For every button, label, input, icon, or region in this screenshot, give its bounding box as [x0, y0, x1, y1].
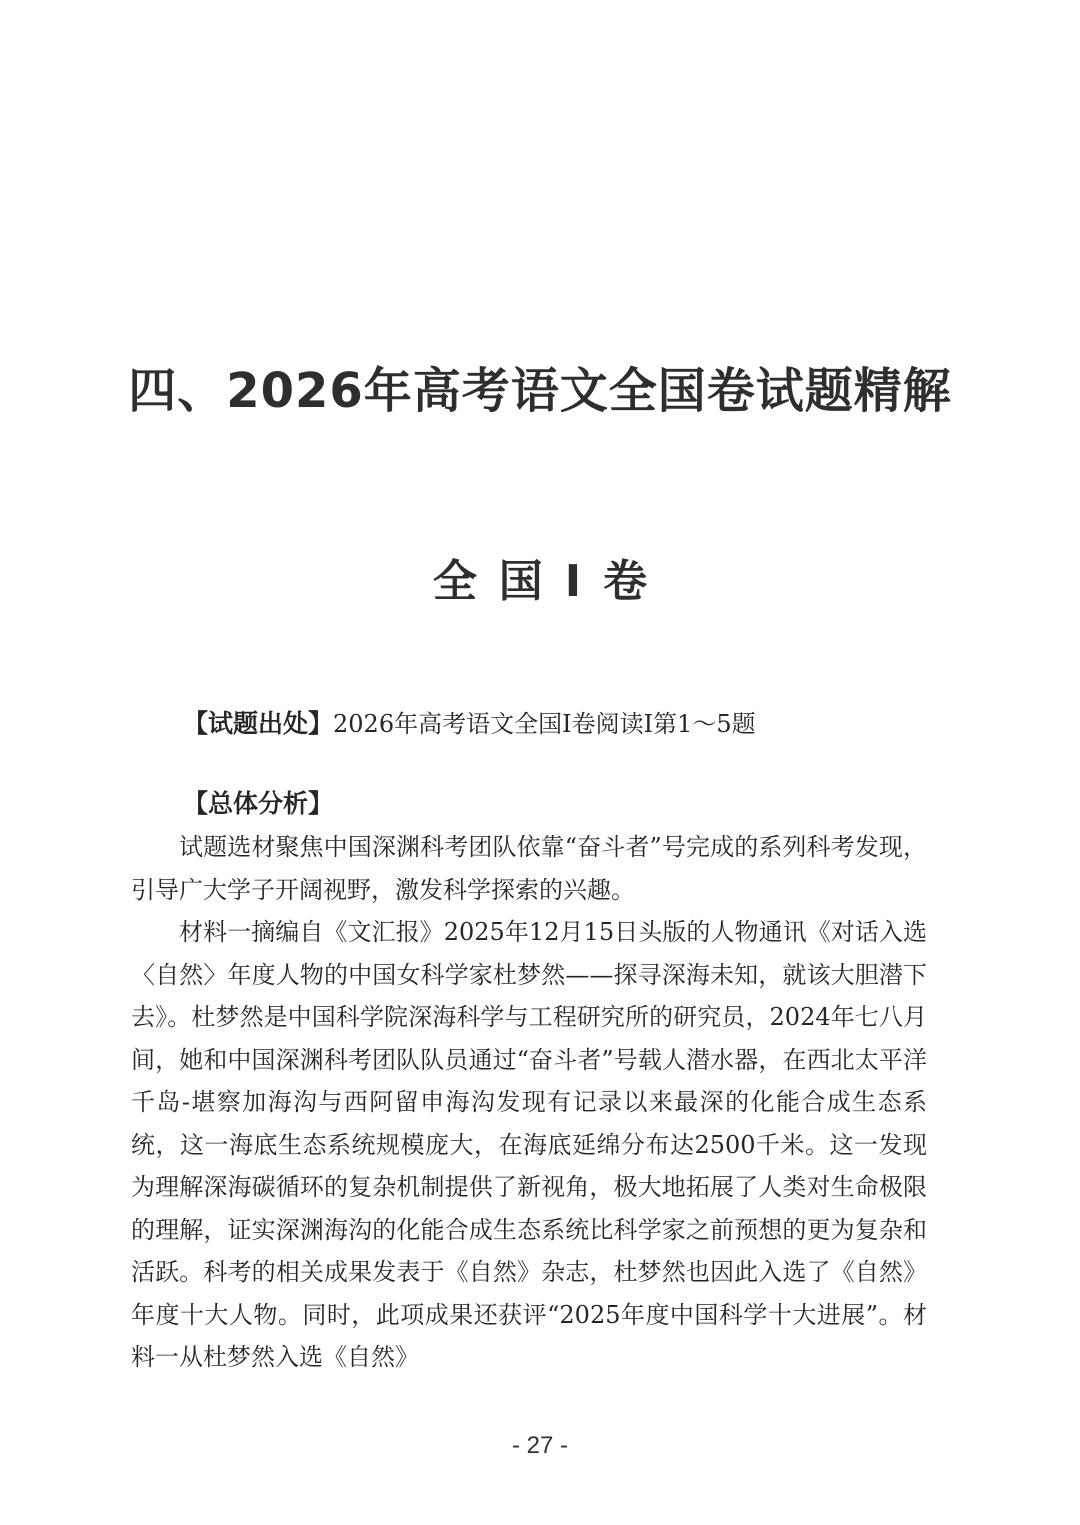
page-number: - 27 -	[511, 1432, 568, 1459]
chapter-title: 四、2026年高考语文全国卷试题精解	[128, 363, 952, 419]
analysis-heading: 【总体分析】	[183, 789, 334, 818]
analysis-body	[131, 826, 927, 1379]
section-title: 全国Ⅰ卷	[432, 556, 670, 607]
analysis-paragraph: 试题选材聚焦中国深渊科考团队依靠“奋斗者”号完成的系列科考发现，引导广大学子开阔视野，激发科学探索的兴趣。	[131, 833, 927, 904]
question-source	[183, 704, 756, 740]
question-source-text: 2026年高考语文全国Ⅰ卷阅读Ⅰ第1～5题	[333, 710, 756, 738]
question-source-label: 【试题出处】	[183, 709, 334, 738]
analysis-paragraph: 材料一摘编自《文汇报》2025年12月15日头版的人物通讯《对话入选〈自然〉年度人物的中国女科学家杜梦然——探寻深海未知，就该大胆潜下去》。杜梦然是中国科学院深海科学与工程研究所的研究员，2024年七八月间，她和中国深渊科考团队队员通过“奋斗者”号载人潜水器，在西北太平洋千岛-堪察加海沟与西阿留申海沟发现有记录以来最深的化能合成生态系统，这一海底生态系统规模庞大，在海底延绵分布达2500千米。这一发现为理解深海碳循环的复杂机制提供了新视角，极大地拓展了人类对生命极限的理解，证实深渊海沟的化能合成生态系统比科学家之前预想的更为复杂和活跃。科考的相关成果发表于《自然》杂志，杜梦然也因此入选了《自然》年度十大人物。同时，此项成果还获评“2025年度中国科学十大进展”。材料一从杜梦然入选《自然》	[131, 918, 927, 1371]
